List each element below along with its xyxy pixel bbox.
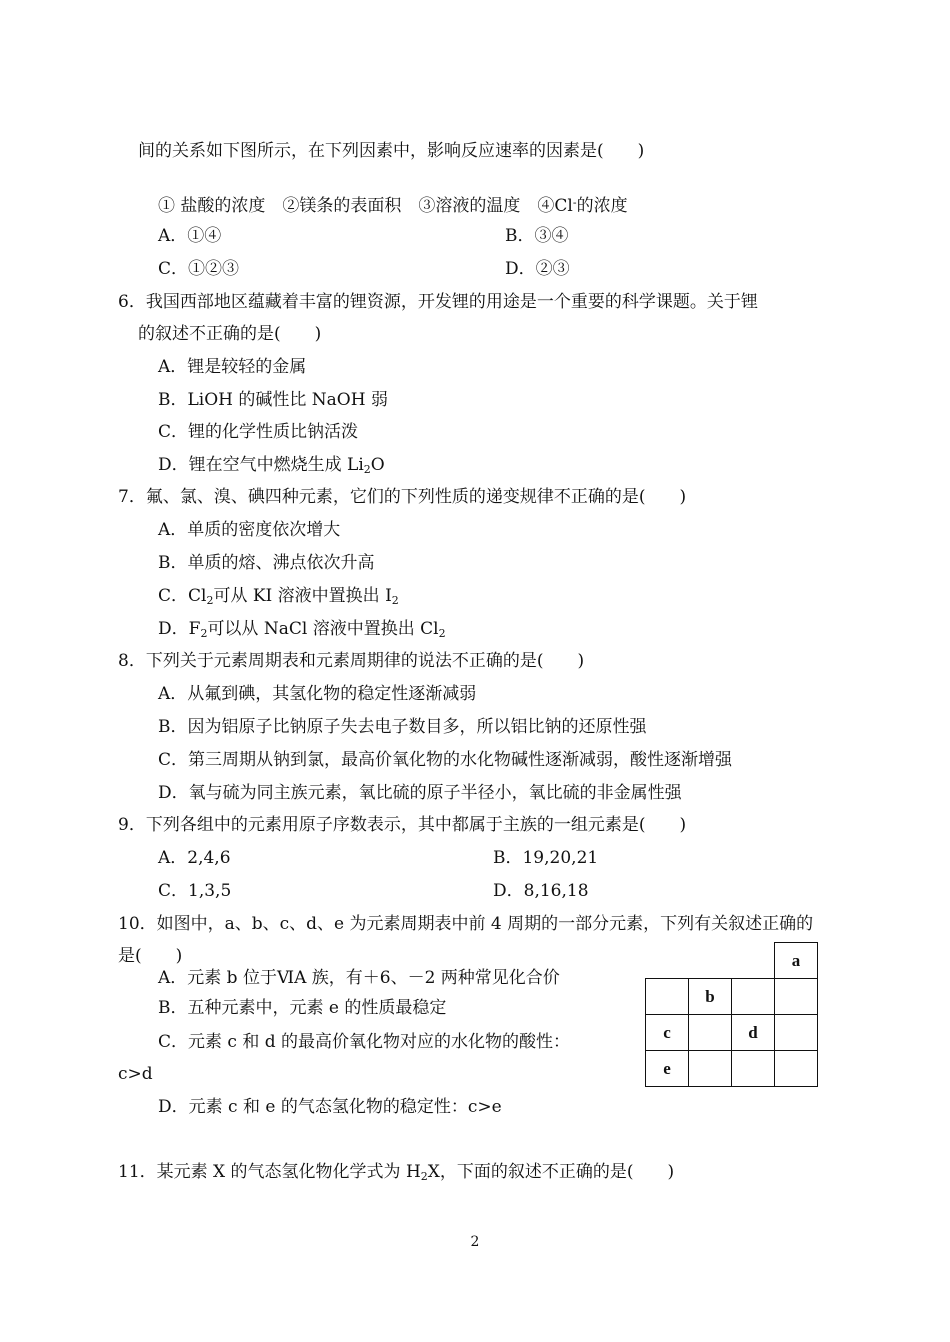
table-cell-c: c [646,1015,689,1051]
table-cell [732,979,775,1015]
q6-option-d [158,454,385,481]
q5-option-d: D．②③ [505,259,570,279]
chloride-symbol: Cl [554,196,573,216]
table-cell [775,1015,818,1051]
q5-option-c: C．①②③ [158,259,240,279]
q10-stem-line1: 10．如图中，a、b、c、d、e 为元素周期表中前 4 周期的一部分元素，下列有关叙述正确的 [118,914,814,934]
q8-option-b: B．因为铝原子比钠原子失去电子数目多，所以铝比钠的还原性强 [158,717,647,737]
table-row [646,1015,818,1051]
q7-option-d-text: D．F [158,619,201,639]
q5-stem-continuation: 间的关系如下图所示，在下列因素中，影响反应速率的因素是( ) [138,141,645,161]
table-cell-d: d [732,1015,775,1051]
q8-option-a: A．从氟到碘，其氢化物的稳定性逐渐减弱 [158,684,477,704]
q7-option-d [158,618,446,645]
q7-option-d-text2: 可以从 NaCl 溶液中置换出 Cl [207,619,439,639]
q11-stem-tail: X，下面的叙述不正确的是( ) [427,1162,675,1182]
q7-option-c [158,585,399,612]
q11-stem-text: 11．某元素 X 的气态氢化物化学式为 H [118,1162,421,1182]
q10-option-a: A．元素 b 位于ⅥA 族，有＋6、－2 两种常见化合价 [158,968,560,988]
table-cell-blank [689,943,732,979]
table-cell-a: a [775,943,818,979]
q7-option-b: B．单质的熔、沸点依次升高 [158,553,375,573]
q11-stem [118,1161,674,1188]
q10-option-c-continued: c>d [118,1064,153,1084]
q8-option-d: D．氧与硫为同主族元素，氧比硫的原子半径小，氧比硫的非金属性强 [158,783,682,803]
q10-option-b: B．五种元素中，元素 e 的性质最稳定 [158,998,447,1018]
subscript: 2 [420,1170,428,1183]
q9-stem: 9．下列各组中的元素用原子序数表示，其中都属于主族的一组元素是( ) [118,815,687,835]
subscript: 2 [391,594,399,607]
q5-factors-tail: 的浓度 [576,196,628,216]
table-cell-e: e [646,1051,689,1087]
q6-option-a: A．锂是较轻的金属 [158,357,307,377]
q5-factors [158,192,628,217]
table-row [646,979,818,1015]
table-cell [646,979,689,1015]
q7-option-c-text: C．Cl [158,586,207,606]
q5-option-a: A．①④ [158,226,222,246]
periodic-table-fragment [645,942,818,1087]
q6-option-b: B．LiOH 的碱性比 NaOH 弱 [158,390,388,410]
q9-option-c: C．1,3,5 [158,881,232,901]
q10-option-c: C．元素 c 和 d 的最高价氧化物对应的水化物的酸性： [158,1032,571,1052]
q5-option-b: B．③④ [505,226,569,246]
q6-stem-line2: 的叙述不正确的是( ) [138,324,322,344]
table-cell [689,1051,732,1087]
q9-option-b: B．19,20,21 [493,848,599,868]
table-row [646,943,818,979]
q8-option-c: C．第三周期从钠到氯，最高价氧化物的水化物碱性逐渐减弱，酸性逐渐增强 [158,750,733,770]
q8-stem: 8．下列关于元素周期表和元素周期律的说法不正确的是( ) [118,651,585,671]
table-cell-blank [732,943,775,979]
q7-option-c-text2: 可从 KI 溶液中置换出 I [213,586,392,606]
q10-option-d: D．元素 c 和 e 的气态氢化物的稳定性：c>e [158,1097,502,1117]
q9-option-d: D．8,16,18 [493,881,589,901]
table-cell-b: b [689,979,732,1015]
q6-stem-line1: 6．我国西部地区蕴藏着丰富的锂资源，开发锂的用途是一个重要的科学课题。关于锂 [118,292,758,312]
q6-option-d-text: D．锂在空气中燃烧生成 Li [158,455,364,475]
table-cell [775,1051,818,1087]
q5-factors-text: ① 盐酸的浓度 ②镁条的表面积 ③溶液的温度 ④ [158,196,555,216]
table-cell [689,1015,732,1051]
q6-option-d-tail: O [370,455,385,475]
q9-option-a: A．2,4,6 [158,848,231,868]
charge-superscript: - [572,196,577,209]
table-row [646,1051,818,1087]
page-number: 2 [470,1234,480,1250]
q10-stem-line2: 是( ) [118,946,183,966]
table-cell [775,979,818,1015]
q6-option-c: C．锂的化学性质比钠活泼 [158,422,359,442]
q7-option-a: A．单质的密度依次增大 [158,520,341,540]
subscript: 2 [200,627,208,640]
subscript: 2 [363,463,371,476]
q7-stem: 7．氟、氯、溴、碘四种元素，它们的下列性质的递变规律不正确的是( ) [118,487,687,507]
table-cell-blank [646,943,689,979]
table-cell [732,1051,775,1087]
subscript: 2 [206,594,214,607]
subscript: 2 [438,627,446,640]
